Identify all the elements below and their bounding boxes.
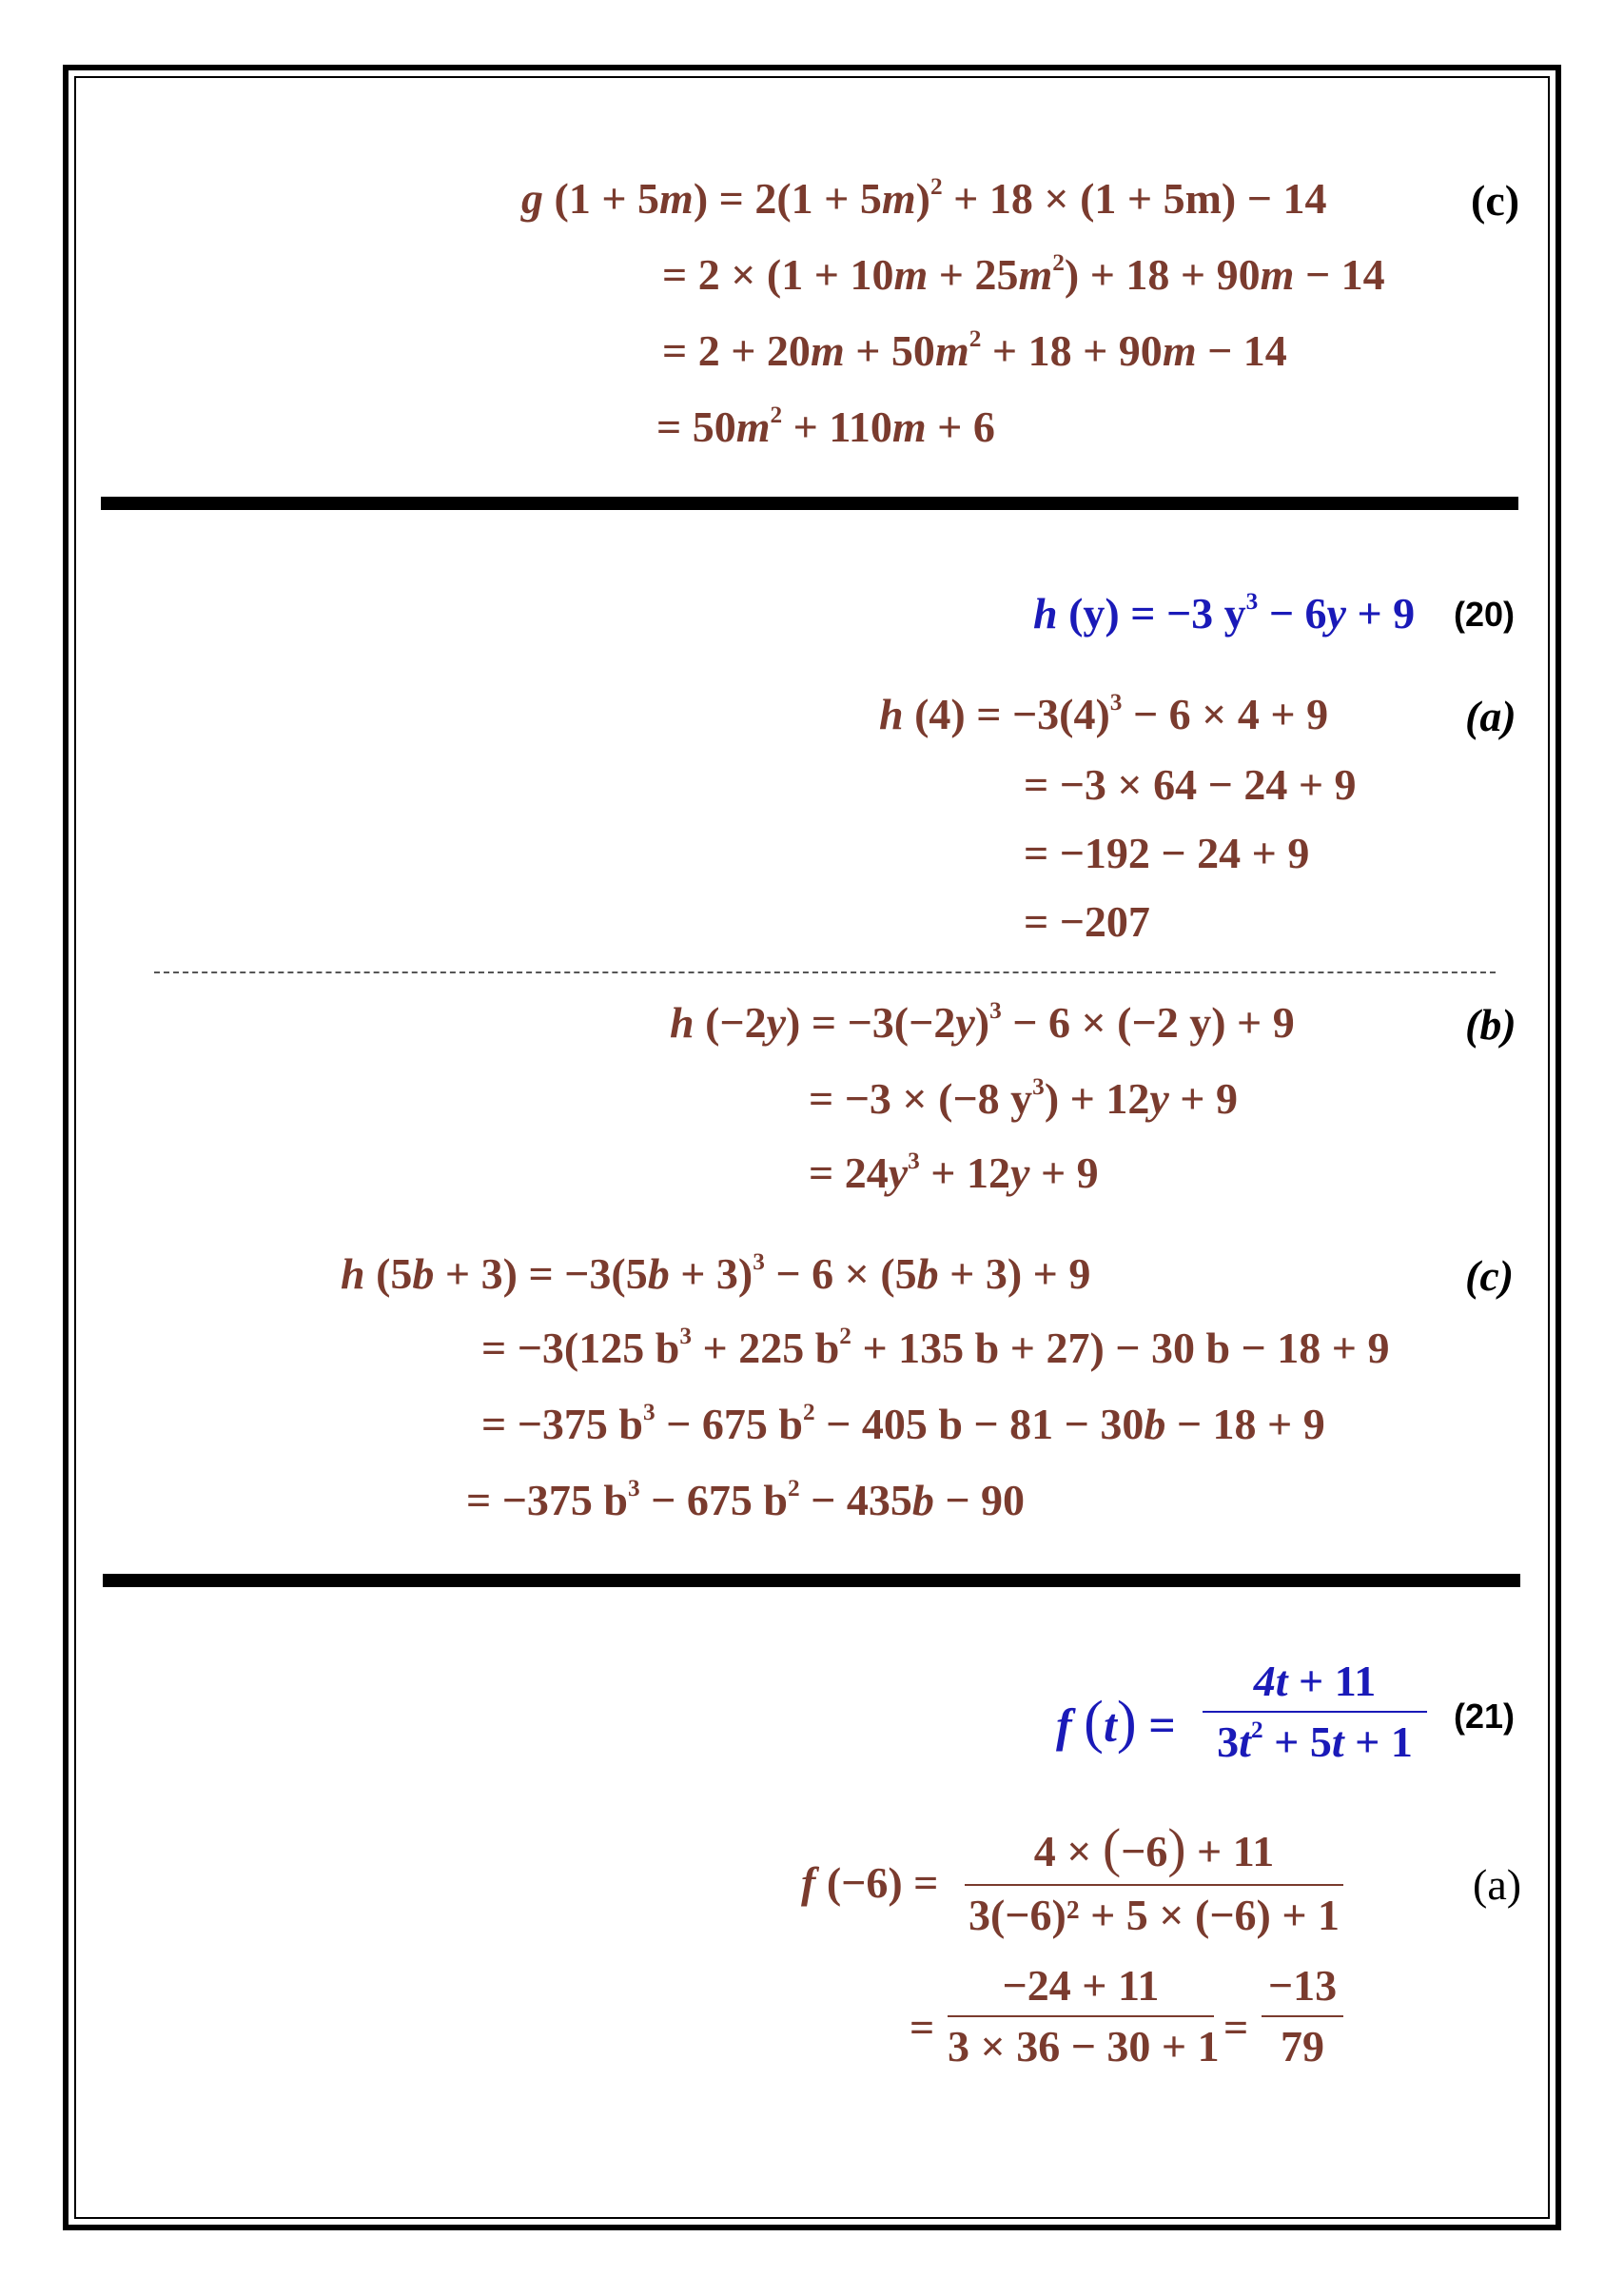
p21-def-denominator: $3t^2 + 5t + 1$ — [1203, 1711, 1427, 1764]
p19c-line-1: g $(1 + 5m) = 2(1 + 5m)^2 + 18 \times (1 + 5m) - 14$ — [521, 172, 1327, 223]
p20c-line-3: = −375 $b^3 - 675$ $b^2 - 405$ b − 81 − 30b − 18 + 9 — [481, 1398, 1325, 1448]
p20a-line-3: = −192 − 24 + 9 — [1024, 829, 1310, 877]
p20a-line-4: = −207 — [1024, 897, 1150, 946]
p21a-eq-2: = — [1223, 2003, 1249, 2051]
p20b-line-1: h $(-2y) = -3(-2y)^3 - 6 \times (-2$ y) + 9 — [670, 996, 1295, 1047]
p20b-line-3: = $24y^3 + 12y + 9$ — [809, 1147, 1099, 1197]
p21a-eq-1: = — [910, 2003, 935, 2051]
p19c-line-3: = $2 + 20m + 50m^2 + 18 + 90m - 14$ — [662, 324, 1287, 375]
p21a-denominator-2: 3 × 36 − 30 + 1 — [948, 2015, 1214, 2069]
p21a-numerator-1: 4 × (−6) + 11 — [1033, 1818, 1275, 1878]
p21a-result-numerator: −13 — [1267, 1961, 1338, 2010]
p21-def-fraction — [1203, 1659, 1427, 1764]
p20a-line-1: h $(4) = -3(4)^3 - 6 \times 4 + 9$ — [879, 688, 1329, 738]
p21a-result-denominator: 79 — [1262, 2015, 1343, 2069]
section-divider — [103, 1574, 1520, 1587]
p19c-label: (c) — [1471, 176, 1520, 225]
section-divider — [101, 497, 1518, 510]
p20c-line-4: = −375 $b^3 - 675$ $b^2 - 435b - 90$ — [466, 1474, 1026, 1524]
p19c-line-4: = $50m^2 + 110m + 6$ — [656, 401, 995, 451]
p20c-line-2: = −3(125 $b^3 + 225$ $b^2 + 135$ b + 27) − 30 b − 18 + 9 — [481, 1322, 1390, 1372]
p21a-numerator-2: −24 + 11 — [1002, 1961, 1160, 2010]
p20-number: (20) — [1454, 595, 1516, 634]
p20c-line-1: h $(5b + 3) = -3(5b + 3)^3 - 6 \times (5b + 3) + 9$ — [341, 1247, 1091, 1298]
p20-definition: h (y) = −3 $y^3 - 6y + 9$ — [1033, 587, 1416, 638]
p20c-label: (c) — [1465, 1251, 1515, 1300]
p21a-label: (a) — [1473, 1860, 1522, 1909]
p21a-denominator-1: 3(−6)² + 5 × (−6) + 1 — [965, 1884, 1343, 1937]
p21a-result — [1262, 1961, 1343, 2070]
p21-number: (21) — [1454, 1697, 1516, 1736]
p21a-lhs: f (−6) = — [801, 1858, 939, 1907]
p21-def-numerator: 4t + 11 — [1253, 1657, 1377, 1705]
p21-def-lhs: f (t) = — [1056, 1688, 1176, 1755]
p20a-line-2: = −3 × 64 − 24 + 9 — [1024, 760, 1357, 809]
p21a-fraction-2 — [948, 1961, 1220, 2070]
part-divider-dashed — [154, 971, 1496, 973]
p21a-fraction-1 — [965, 1818, 1343, 1939]
p19c-line-2: = $2 \times (1 + 10m + 25m^2) + 18 + 90m - 14$ — [662, 248, 1385, 299]
p20b-label: (b) — [1465, 1000, 1516, 1049]
p20a-label: (a) — [1465, 692, 1516, 740]
p20b-line-2: = −3 × (−8 $y^3) + 12y + 9$ — [809, 1072, 1238, 1123]
